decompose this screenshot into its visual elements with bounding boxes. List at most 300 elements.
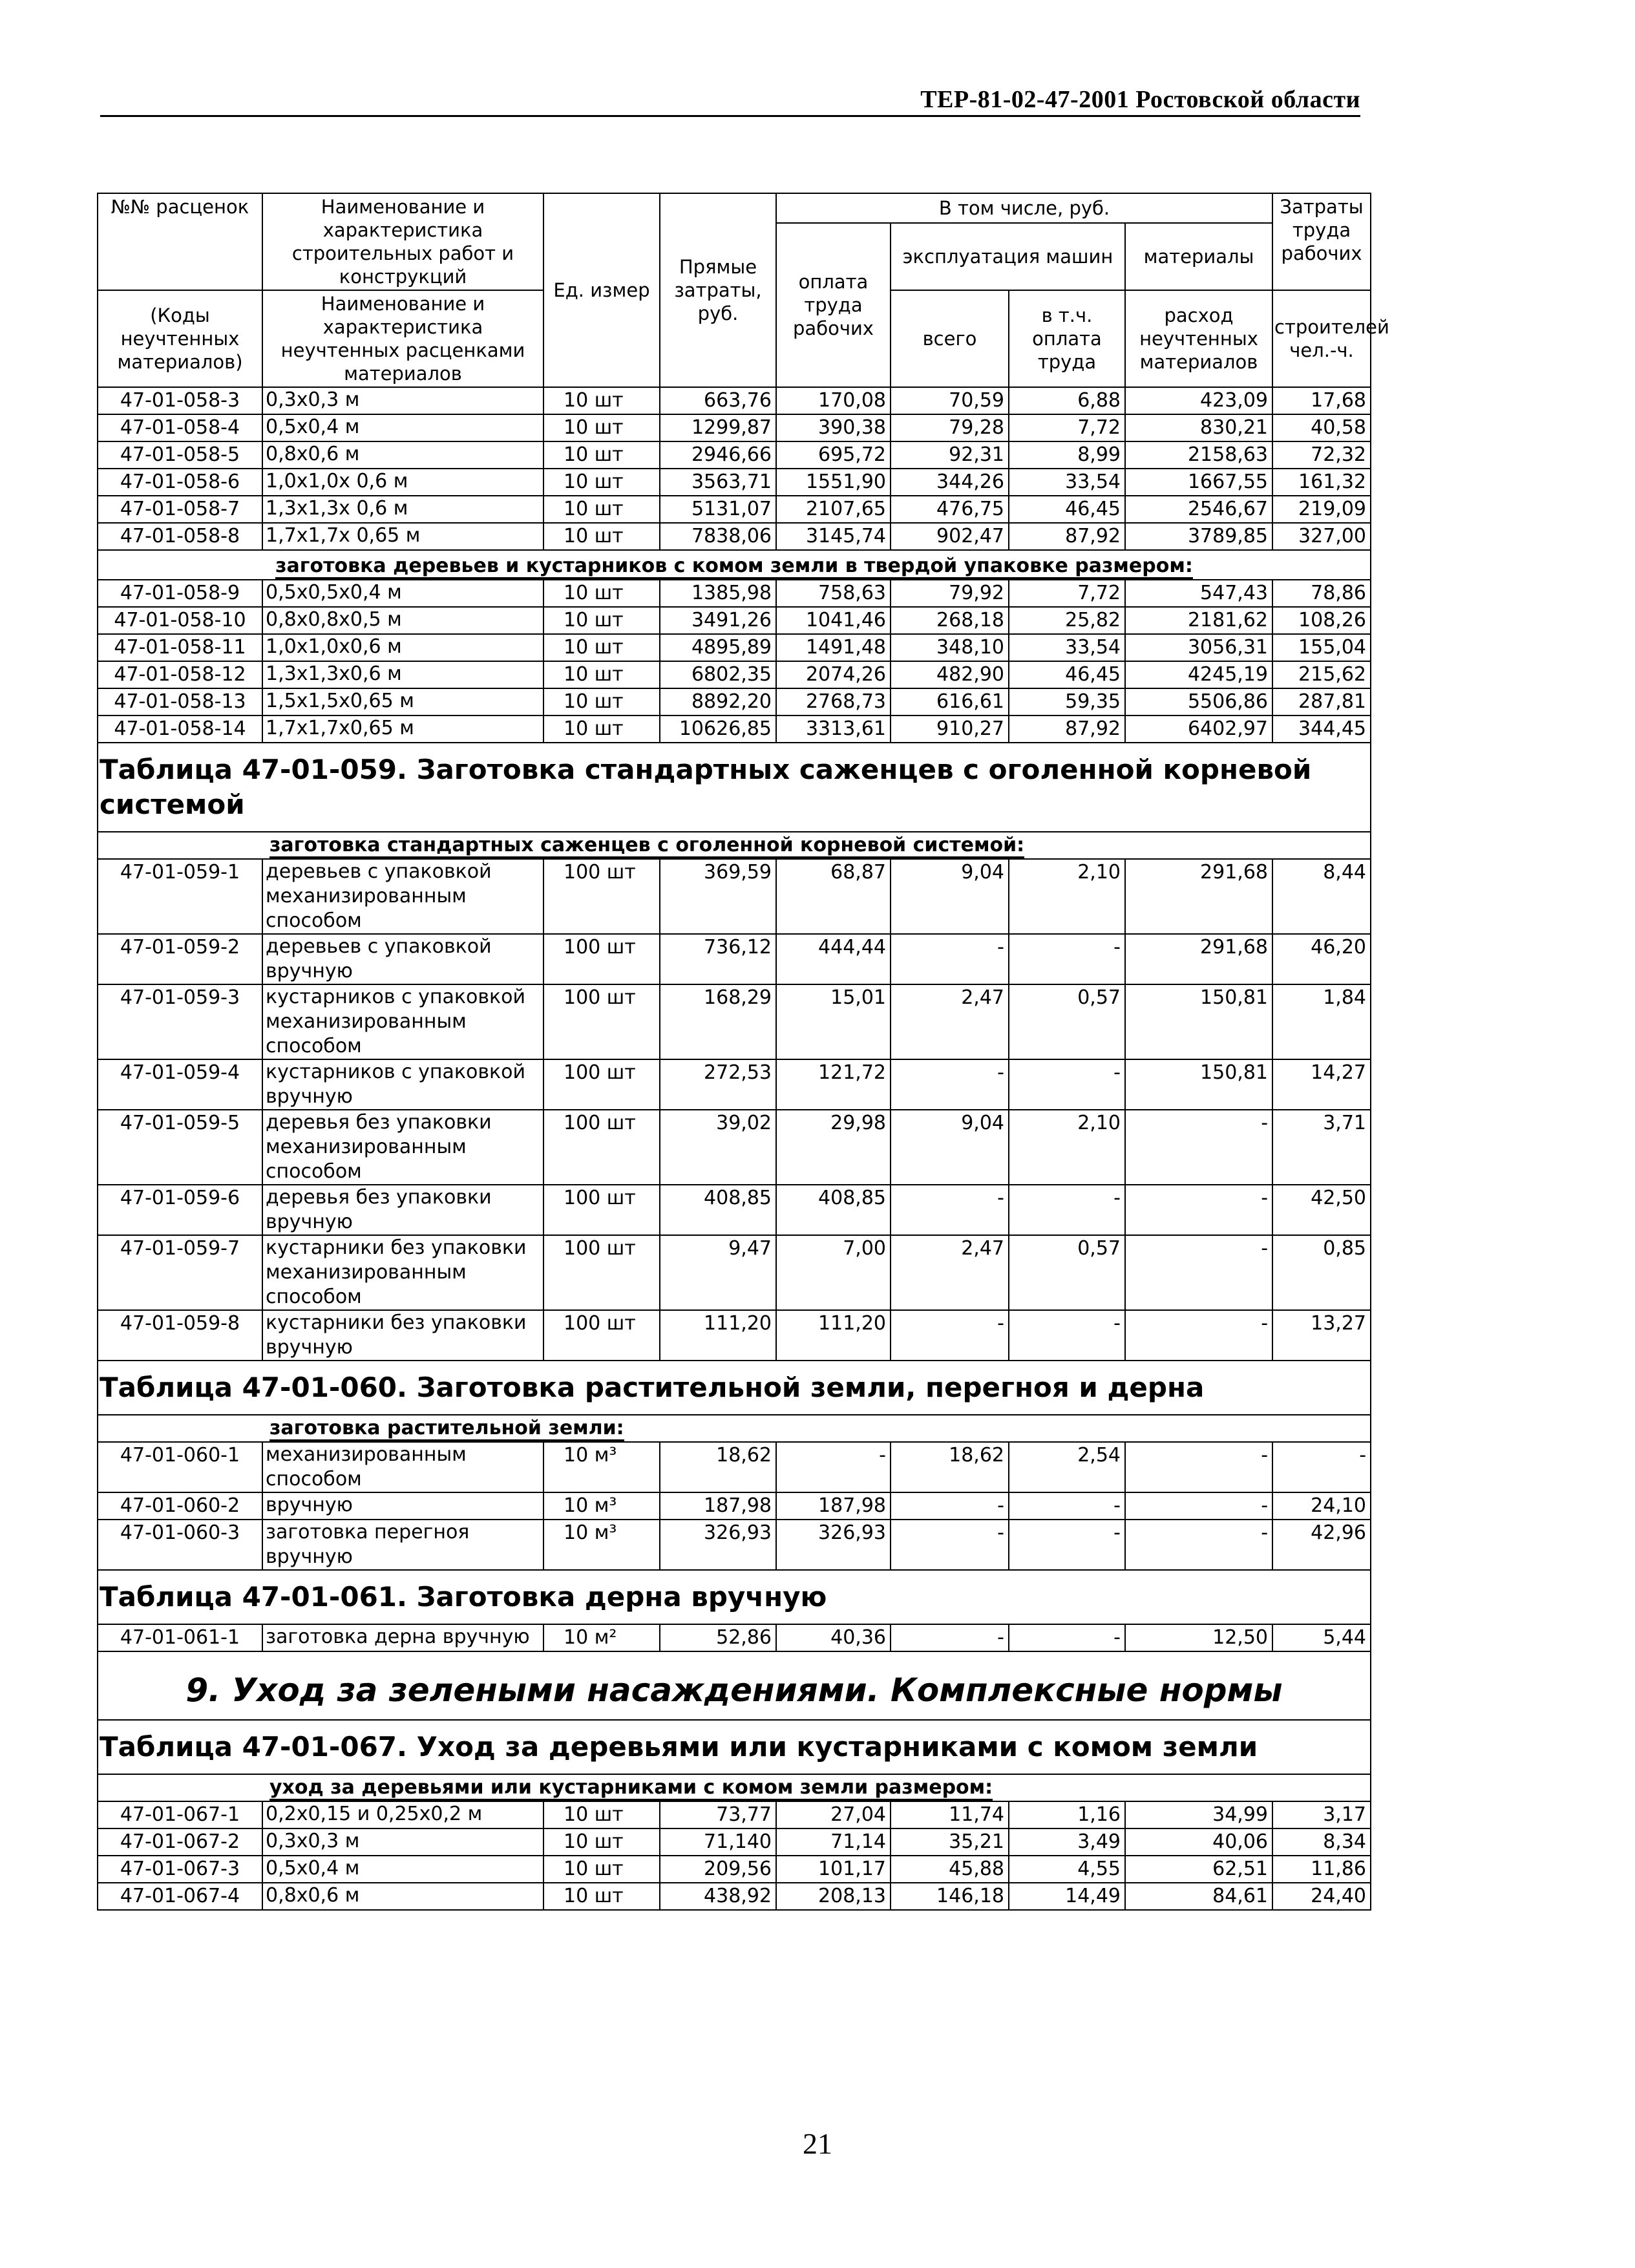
unit-cell: 100 шт bbox=[543, 1185, 660, 1235]
unit-cell: 10 шт bbox=[543, 387, 660, 414]
rate-code-cell: 47-01-067-3 bbox=[98, 1856, 262, 1883]
rate-code-cell: 47-01-058-9 bbox=[98, 580, 262, 607]
unit-cell: 100 шт bbox=[543, 934, 660, 984]
unit-cell: 10 шт bbox=[543, 496, 660, 523]
machines-total-cell: 348,10 bbox=[891, 634, 1009, 661]
labor-hours-cell: 161,32 bbox=[1272, 469, 1371, 496]
rate-code-cell: 47-01-058-10 bbox=[98, 607, 262, 634]
machines-total-cell: 616,61 bbox=[891, 688, 1009, 715]
labor-pay-cell: 121,72 bbox=[776, 1059, 891, 1110]
machines-pay-cell: - bbox=[1009, 934, 1125, 984]
rate-code-cell: 47-01-060-3 bbox=[98, 1520, 262, 1570]
table-row bbox=[98, 1310, 1371, 1361]
unit-cell: 10 шт bbox=[543, 661, 660, 688]
labor-hours-cell: 14,27 bbox=[1272, 1059, 1371, 1110]
direct-costs-cell: 369,59 bbox=[660, 859, 776, 934]
direct-costs-cell: 10626,85 bbox=[660, 715, 776, 743]
rows-067 bbox=[98, 1801, 1371, 1910]
header-materials: материалы bbox=[1125, 223, 1272, 290]
table-row bbox=[98, 1828, 1371, 1856]
work-name-cell: 0,3x0,3 м bbox=[262, 1828, 543, 1856]
machines-total-cell: - bbox=[891, 1185, 1009, 1235]
unit-cell: 10 шт bbox=[543, 715, 660, 743]
table-row bbox=[98, 1856, 1371, 1883]
labor-hours-cell: 5,44 bbox=[1272, 1624, 1371, 1651]
machines-pay-cell: 2,10 bbox=[1009, 1110, 1125, 1185]
table-row bbox=[98, 1185, 1371, 1235]
machines-total-cell: 9,04 bbox=[891, 859, 1009, 934]
work-name-cell: деревьев с упаковкой механизированным способом bbox=[262, 859, 543, 934]
unit-cell: 10 м³ bbox=[543, 1520, 660, 1570]
labor-pay-cell: 3145,74 bbox=[776, 523, 891, 550]
materials-cell: 84,61 bbox=[1125, 1883, 1272, 1910]
machines-pay-cell: 0,57 bbox=[1009, 1235, 1125, 1310]
labor-pay-cell: - bbox=[776, 1442, 891, 1492]
header-including: В том числе, руб. bbox=[776, 193, 1272, 223]
unit-cell: 10 шт bbox=[543, 688, 660, 715]
labor-hours-cell: 327,00 bbox=[1272, 523, 1371, 550]
direct-costs-cell: 408,85 bbox=[660, 1185, 776, 1235]
direct-costs-cell: 9,47 bbox=[660, 1235, 776, 1310]
labor-pay-cell: 27,04 bbox=[776, 1801, 891, 1828]
table-067-subsection: уход за деревьями или кустарниками с комом земли размером: bbox=[269, 1776, 993, 1801]
labor-pay-cell: 758,63 bbox=[776, 580, 891, 607]
materials-cell: 291,68 bbox=[1125, 859, 1272, 934]
table-059-subsection: заготовка стандартных саженцев с оголенной корневой системой: bbox=[269, 834, 1024, 858]
machines-pay-cell: 33,54 bbox=[1009, 469, 1125, 496]
labor-hours-cell: 215,62 bbox=[1272, 661, 1371, 688]
materials-cell: 2546,67 bbox=[1125, 496, 1272, 523]
table-067-title: Таблица 47-01-067. Уход за деревьями или кустарниками с комом земли bbox=[98, 1720, 1371, 1774]
direct-costs-cell: 272,53 bbox=[660, 1059, 776, 1110]
direct-costs-cell: 6802,35 bbox=[660, 661, 776, 688]
header-unit: Ед. измер bbox=[543, 193, 660, 387]
labor-hours-cell: 24,10 bbox=[1272, 1492, 1371, 1520]
labor-hours-cell: 11,86 bbox=[1272, 1856, 1371, 1883]
direct-costs-cell: 326,93 bbox=[660, 1520, 776, 1570]
header-machines-total: всего bbox=[891, 290, 1009, 387]
labor-pay-cell: 444,44 bbox=[776, 934, 891, 984]
materials-cell: 150,81 bbox=[1125, 1059, 1272, 1110]
materials-cell: 6402,97 bbox=[1125, 715, 1272, 743]
labor-pay-cell: 29,98 bbox=[776, 1110, 891, 1185]
machines-pay-cell: 0,57 bbox=[1009, 984, 1125, 1059]
table-row bbox=[98, 1059, 1371, 1110]
rate-code-cell: 47-01-060-2 bbox=[98, 1492, 262, 1520]
header-name-sub: Наименование и характеристика неучтенных расценками материалов bbox=[262, 290, 543, 387]
table-row bbox=[98, 1110, 1371, 1185]
work-name-cell: кустарники без упаковки механизированным способом bbox=[262, 1235, 543, 1310]
header-labor-cost: Затраты труда рабочих bbox=[1272, 193, 1371, 290]
table-059-title: Таблица 47-01-059. Заготовка стандартных саженцев с оголенной корневой системой bbox=[98, 743, 1371, 832]
work-name-cell: кустарников с упаковкой механизированным способом bbox=[262, 984, 543, 1059]
machines-total-cell: - bbox=[891, 934, 1009, 984]
chapter-9-title: 9. Уход за зелеными насаждениями. Комплексные нормы bbox=[98, 1651, 1371, 1720]
direct-costs-cell: 663,76 bbox=[660, 387, 776, 414]
work-name-cell: 1,0x1,0x0,6 м bbox=[262, 634, 543, 661]
materials-cell: 62,51 bbox=[1125, 1856, 1272, 1883]
machines-total-cell: - bbox=[891, 1492, 1009, 1520]
direct-costs-cell: 1299,87 bbox=[660, 414, 776, 441]
labor-pay-cell: 2768,73 bbox=[776, 688, 891, 715]
rate-code-cell: 47-01-067-1 bbox=[98, 1801, 262, 1828]
machines-pay-cell: - bbox=[1009, 1185, 1125, 1235]
machines-total-cell: 146,18 bbox=[891, 1883, 1009, 1910]
rate-code-cell: 47-01-059-2 bbox=[98, 934, 262, 984]
work-name-cell: 1,0x1,0x 0,6 м bbox=[262, 469, 543, 496]
direct-costs-cell: 736,12 bbox=[660, 934, 776, 984]
running-header bbox=[100, 84, 1360, 117]
labor-hours-cell: 8,44 bbox=[1272, 859, 1371, 934]
machines-pay-cell: - bbox=[1009, 1520, 1125, 1570]
table-row bbox=[98, 661, 1371, 688]
materials-cell: - bbox=[1125, 1442, 1272, 1492]
unit-cell: 100 шт bbox=[543, 984, 660, 1059]
machines-pay-cell: 3,49 bbox=[1009, 1828, 1125, 1856]
table-row bbox=[98, 496, 1371, 523]
labor-hours-cell: 17,68 bbox=[1272, 387, 1371, 414]
machines-pay-cell: - bbox=[1009, 1492, 1125, 1520]
table-row bbox=[98, 469, 1371, 496]
machines-total-cell: 902,47 bbox=[891, 523, 1009, 550]
machines-pay-cell: - bbox=[1009, 1310, 1125, 1361]
rate-code-cell: 47-01-058-14 bbox=[98, 715, 262, 743]
unit-cell: 10 шт bbox=[543, 469, 660, 496]
section-058b bbox=[98, 550, 1371, 580]
table-row bbox=[98, 1235, 1371, 1310]
materials-cell: 1667,55 bbox=[1125, 469, 1272, 496]
header-direct-costs: Прямые затраты, руб. bbox=[660, 193, 776, 387]
work-name-cell: 0,5x0,4 м bbox=[262, 1856, 543, 1883]
work-name-cell: заготовка дерна вручную bbox=[262, 1624, 543, 1651]
unit-cell: 10 шт bbox=[543, 523, 660, 550]
labor-pay-cell: 187,98 bbox=[776, 1492, 891, 1520]
work-name-cell: деревья без упаковки вручную bbox=[262, 1185, 543, 1235]
materials-cell: 547,43 bbox=[1125, 580, 1272, 607]
labor-hours-cell: 155,04 bbox=[1272, 634, 1371, 661]
labor-hours-cell: 344,45 bbox=[1272, 715, 1371, 743]
work-name-cell: 1,3x1,3x0,6 м bbox=[262, 661, 543, 688]
labor-hours-cell: 42,50 bbox=[1272, 1185, 1371, 1235]
section-058b-title: заготовка деревьев и кустарников с комом земли в твердой упаковке размером: bbox=[275, 555, 1193, 579]
header-machines: эксплуатация машин bbox=[891, 223, 1125, 290]
rates-document bbox=[97, 193, 1389, 1911]
unit-cell: 10 шт bbox=[543, 414, 660, 441]
machines-pay-cell: 33,54 bbox=[1009, 634, 1125, 661]
rows-059 bbox=[98, 859, 1371, 1361]
machines-pay-cell: 59,35 bbox=[1009, 688, 1125, 715]
page-number: 21 bbox=[803, 2127, 832, 2160]
unit-cell: 10 шт bbox=[543, 634, 660, 661]
work-name-cell: 0,5x0,5x0,4 м bbox=[262, 580, 543, 607]
machines-pay-cell: 7,72 bbox=[1009, 414, 1125, 441]
table-head bbox=[98, 193, 1389, 387]
machines-total-cell: - bbox=[891, 1624, 1009, 1651]
labor-pay-cell: 3313,61 bbox=[776, 715, 891, 743]
rate-code-cell: 47-01-058-6 bbox=[98, 469, 262, 496]
chapter-9-heading bbox=[98, 1651, 1371, 1801]
table-row bbox=[98, 414, 1371, 441]
machines-total-cell: 482,90 bbox=[891, 661, 1009, 688]
rate-code-cell: 47-01-058-12 bbox=[98, 661, 262, 688]
machines-total-cell: 344,26 bbox=[891, 469, 1009, 496]
machines-total-cell: - bbox=[891, 1059, 1009, 1110]
materials-cell: - bbox=[1125, 1520, 1272, 1570]
labor-hours-cell: 3,17 bbox=[1272, 1801, 1371, 1828]
header-machines-pay: в т.ч. оплата труда bbox=[1009, 290, 1125, 387]
materials-cell: 12,50 bbox=[1125, 1624, 1272, 1651]
table-061-title: Таблица 47-01-061. Заготовка дерна вручную bbox=[98, 1570, 1371, 1624]
machines-total-cell: 476,75 bbox=[891, 496, 1009, 523]
machines-total-cell: 79,92 bbox=[891, 580, 1009, 607]
labor-pay-cell: 1041,46 bbox=[776, 607, 891, 634]
direct-costs-cell: 73,77 bbox=[660, 1801, 776, 1828]
direct-costs-cell: 168,29 bbox=[660, 984, 776, 1059]
work-name-cell: 1,7x1,7x 0,65 м bbox=[262, 523, 543, 550]
labor-hours-cell: 219,09 bbox=[1272, 496, 1371, 523]
unit-cell: 100 шт bbox=[543, 1310, 660, 1361]
materials-cell: 291,68 bbox=[1125, 934, 1272, 984]
table-060-subsection: заготовка растительной земли: bbox=[269, 1417, 624, 1441]
header-labor-pay: оплата труда рабочих bbox=[776, 223, 891, 387]
direct-costs-cell: 39,02 bbox=[660, 1110, 776, 1185]
rate-code-cell: 47-01-058-5 bbox=[98, 441, 262, 469]
table-row bbox=[98, 859, 1371, 934]
direct-costs-cell: 3491,26 bbox=[660, 607, 776, 634]
machines-pay-cell: 14,49 bbox=[1009, 1883, 1125, 1910]
table-row bbox=[98, 580, 1371, 607]
labor-hours-cell: 72,32 bbox=[1272, 441, 1371, 469]
table-row bbox=[98, 1520, 1371, 1570]
labor-pay-cell: 15,01 bbox=[776, 984, 891, 1059]
direct-costs-cell: 4895,89 bbox=[660, 634, 776, 661]
table-row bbox=[98, 634, 1371, 661]
work-name-cell: заготовка перегноя вручную bbox=[262, 1520, 543, 1570]
labor-pay-cell: 408,85 bbox=[776, 1185, 891, 1235]
materials-cell: 830,21 bbox=[1125, 414, 1272, 441]
labor-pay-cell: 326,93 bbox=[776, 1520, 891, 1570]
direct-costs-cell: 1385,98 bbox=[660, 580, 776, 607]
table-row bbox=[98, 688, 1371, 715]
materials-cell: - bbox=[1125, 1492, 1272, 1520]
table-row bbox=[98, 1801, 1371, 1828]
rate-code-cell: 47-01-059-1 bbox=[98, 859, 262, 934]
labor-pay-cell: 101,17 bbox=[776, 1856, 891, 1883]
header-code: №№ расценок bbox=[98, 193, 262, 290]
materials-cell: 423,09 bbox=[1125, 387, 1272, 414]
unit-cell: 10 шт bbox=[543, 1883, 660, 1910]
header-labor-cost-sub: строителей чел.-ч. bbox=[1272, 290, 1371, 387]
unit-cell: 10 шт bbox=[543, 441, 660, 469]
work-name-cell: 1,7x1,7x0,65 м bbox=[262, 715, 543, 743]
machines-total-cell: 268,18 bbox=[891, 607, 1009, 634]
labor-pay-cell: 7,00 bbox=[776, 1235, 891, 1310]
table-row bbox=[98, 1492, 1371, 1520]
labor-hours-cell: 40,58 bbox=[1272, 414, 1371, 441]
work-name-cell: механизированным способом bbox=[262, 1442, 543, 1492]
rate-code-cell: 47-01-061-1 bbox=[98, 1624, 262, 1651]
header-code-sub: (Коды неучтенных материалов) bbox=[98, 290, 262, 387]
rate-code-cell: 47-01-058-7 bbox=[98, 496, 262, 523]
machines-pay-cell: 2,10 bbox=[1009, 859, 1125, 934]
labor-pay-cell: 111,20 bbox=[776, 1310, 891, 1361]
rate-code-cell: 47-01-059-8 bbox=[98, 1310, 262, 1361]
work-name-cell: деревья без упаковки механизированным способом bbox=[262, 1110, 543, 1185]
table-060-title: Таблица 47-01-060. Заготовка растительной земли, перегноя и дерна bbox=[98, 1361, 1371, 1415]
materials-cell: 150,81 bbox=[1125, 984, 1272, 1059]
unit-cell: 10 м³ bbox=[543, 1492, 660, 1520]
direct-costs-cell: 438,92 bbox=[660, 1883, 776, 1910]
materials-cell: 4245,19 bbox=[1125, 661, 1272, 688]
rate-code-cell: 47-01-058-13 bbox=[98, 688, 262, 715]
work-name-cell: 0,8x0,8x0,5 м bbox=[262, 607, 543, 634]
table-row bbox=[98, 387, 1371, 414]
table-row bbox=[98, 441, 1371, 469]
materials-cell: - bbox=[1125, 1235, 1272, 1310]
machines-pay-cell: 1,16 bbox=[1009, 1801, 1125, 1828]
materials-cell: 40,06 bbox=[1125, 1828, 1272, 1856]
machines-pay-cell: 25,82 bbox=[1009, 607, 1125, 634]
work-name-cell: кустарники без упаковки вручную bbox=[262, 1310, 543, 1361]
table-row bbox=[98, 1624, 1371, 1651]
materials-cell: 3789,85 bbox=[1125, 523, 1272, 550]
labor-pay-cell: 208,13 bbox=[776, 1883, 891, 1910]
materials-cell: - bbox=[1125, 1310, 1272, 1361]
direct-costs-cell: 71,140 bbox=[660, 1828, 776, 1856]
labor-hours-cell: 3,71 bbox=[1272, 1110, 1371, 1185]
labor-hours-cell: 78,86 bbox=[1272, 580, 1371, 607]
materials-cell: 34,99 bbox=[1125, 1801, 1272, 1828]
machines-total-cell: 92,31 bbox=[891, 441, 1009, 469]
labor-pay-cell: 390,38 bbox=[776, 414, 891, 441]
table-row bbox=[98, 984, 1371, 1059]
unit-cell: 10 шт bbox=[543, 607, 660, 634]
materials-cell: - bbox=[1125, 1185, 1272, 1235]
table-row bbox=[98, 1442, 1371, 1492]
machines-pay-cell: - bbox=[1009, 1059, 1125, 1110]
labor-hours-cell: - bbox=[1272, 1442, 1371, 1492]
direct-costs-cell: 7838,06 bbox=[660, 523, 776, 550]
machines-pay-cell: 7,72 bbox=[1009, 580, 1125, 607]
rate-code-cell: 47-01-059-5 bbox=[98, 1110, 262, 1185]
rows-060 bbox=[98, 1442, 1371, 1570]
unit-cell: 100 шт bbox=[543, 1235, 660, 1310]
machines-total-cell: - bbox=[891, 1520, 1009, 1570]
machines-pay-cell: 6,88 bbox=[1009, 387, 1125, 414]
labor-hours-cell: 287,81 bbox=[1272, 688, 1371, 715]
direct-costs-cell: 5131,07 bbox=[660, 496, 776, 523]
materials-cell: 2158,63 bbox=[1125, 441, 1272, 469]
machines-total-cell: 35,21 bbox=[891, 1828, 1009, 1856]
table-059-heading bbox=[98, 743, 1371, 859]
labor-pay-cell: 68,87 bbox=[776, 859, 891, 934]
machines-total-cell: 2,47 bbox=[891, 984, 1009, 1059]
unit-cell: 10 шт bbox=[543, 1856, 660, 1883]
rate-code-cell: 47-01-058-8 bbox=[98, 523, 262, 550]
labor-hours-cell: 1,84 bbox=[1272, 984, 1371, 1059]
direct-costs-cell: 3563,71 bbox=[660, 469, 776, 496]
table-061-heading bbox=[98, 1570, 1371, 1624]
rate-code-cell: 47-01-067-4 bbox=[98, 1883, 262, 1910]
unit-cell: 100 шт bbox=[543, 1110, 660, 1185]
machines-pay-cell: 4,55 bbox=[1009, 1856, 1125, 1883]
rate-code-cell: 47-01-058-4 bbox=[98, 414, 262, 441]
labor-pay-cell: 40,36 bbox=[776, 1624, 891, 1651]
work-name-cell: деревьев с упаковкой вручную bbox=[262, 934, 543, 984]
unit-cell: 100 шт bbox=[543, 1059, 660, 1110]
machines-total-cell: 2,47 bbox=[891, 1235, 1009, 1310]
machines-total-cell: 70,59 bbox=[891, 387, 1009, 414]
machines-pay-cell: - bbox=[1009, 1624, 1125, 1651]
work-name-cell: 1,3x1,3x 0,6 м bbox=[262, 496, 543, 523]
header-name: Наименование и характеристика строительных работ и конструкций bbox=[262, 193, 543, 290]
rates-table bbox=[97, 193, 1389, 1911]
unit-cell: 10 шт bbox=[543, 1828, 660, 1856]
header-materials-sub: расход неучтенных материалов bbox=[1125, 290, 1272, 387]
labor-hours-cell: 13,27 bbox=[1272, 1310, 1371, 1361]
machines-pay-cell: 87,92 bbox=[1009, 523, 1125, 550]
machines-total-cell: 11,74 bbox=[891, 1801, 1009, 1828]
rate-code-cell: 47-01-067-2 bbox=[98, 1828, 262, 1856]
work-name-cell: 0,8x0,6 м bbox=[262, 1883, 543, 1910]
table-row bbox=[98, 934, 1371, 984]
materials-cell: 2181,62 bbox=[1125, 607, 1272, 634]
direct-costs-cell: 209,56 bbox=[660, 1856, 776, 1883]
header-title: ТЕР-81-02-47-2001 Ростовской области bbox=[920, 86, 1360, 113]
direct-costs-cell: 52,86 bbox=[660, 1624, 776, 1651]
direct-costs-cell: 2946,66 bbox=[660, 441, 776, 469]
direct-costs-cell: 111,20 bbox=[660, 1310, 776, 1361]
direct-costs-cell: 18,62 bbox=[660, 1442, 776, 1492]
direct-costs-cell: 8892,20 bbox=[660, 688, 776, 715]
machines-total-cell: 9,04 bbox=[891, 1110, 1009, 1185]
machines-pay-cell: 8,99 bbox=[1009, 441, 1125, 469]
rows-058a bbox=[98, 387, 1371, 550]
labor-pay-cell: 695,72 bbox=[776, 441, 891, 469]
materials-cell: - bbox=[1125, 1110, 1272, 1185]
work-name-cell: 0,3x0,3 м bbox=[262, 387, 543, 414]
machines-pay-cell: 2,54 bbox=[1009, 1442, 1125, 1492]
labor-hours-cell: 8,34 bbox=[1272, 1828, 1371, 1856]
labor-pay-cell: 1491,48 bbox=[776, 634, 891, 661]
direct-costs-cell: 187,98 bbox=[660, 1492, 776, 1520]
work-name-cell: 0,2x0,15 и 0,25x0,2 м bbox=[262, 1801, 543, 1828]
unit-cell: 10 м³ bbox=[543, 1442, 660, 1492]
rows-061 bbox=[98, 1624, 1371, 1651]
labor-hours-cell: 0,85 bbox=[1272, 1235, 1371, 1310]
labor-hours-cell: 46,20 bbox=[1272, 934, 1371, 984]
machines-pay-cell: 46,45 bbox=[1009, 496, 1125, 523]
unit-cell: 10 шт bbox=[543, 580, 660, 607]
unit-cell: 100 шт bbox=[543, 859, 660, 934]
work-name-cell: 0,8x0,6 м bbox=[262, 441, 543, 469]
labor-hours-cell: 108,26 bbox=[1272, 607, 1371, 634]
rate-code-cell: 47-01-059-7 bbox=[98, 1235, 262, 1310]
table-row bbox=[98, 607, 1371, 634]
unit-cell: 10 шт bbox=[543, 1801, 660, 1828]
rate-code-cell: 47-01-059-3 bbox=[98, 984, 262, 1059]
unit-cell: 10 м² bbox=[543, 1624, 660, 1651]
machines-total-cell: - bbox=[891, 1310, 1009, 1361]
table-row bbox=[98, 715, 1371, 743]
labor-pay-cell: 170,08 bbox=[776, 387, 891, 414]
rows-058b bbox=[98, 580, 1371, 743]
rate-code-cell: 47-01-058-11 bbox=[98, 634, 262, 661]
table-060-heading bbox=[98, 1361, 1371, 1442]
work-name-cell: 1,5x1,5x0,65 м bbox=[262, 688, 543, 715]
rate-code-cell: 47-01-059-6 bbox=[98, 1185, 262, 1235]
work-name-cell: вручную bbox=[262, 1492, 543, 1520]
